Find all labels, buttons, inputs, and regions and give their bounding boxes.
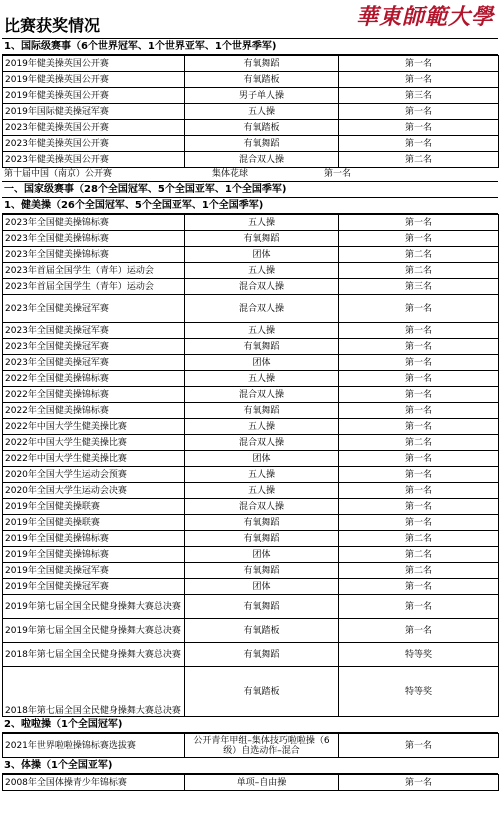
event-name: 混合双人操 bbox=[185, 435, 339, 451]
event-name: 五人操 bbox=[185, 419, 339, 435]
result: 第一名 bbox=[339, 595, 499, 619]
table-row bbox=[3, 579, 499, 595]
result: 第一名 bbox=[339, 619, 499, 643]
competition-name: 2023年健美操英国公开赛 bbox=[3, 136, 185, 152]
competition-name: 2019年全国健美操锦标赛 bbox=[3, 531, 185, 547]
table-row bbox=[3, 279, 499, 295]
table-row bbox=[3, 451, 499, 467]
result: 第一名 bbox=[339, 136, 499, 152]
table-row bbox=[3, 355, 499, 371]
table-row bbox=[3, 643, 499, 667]
competition-name: 2019年健美操英国公开赛 bbox=[3, 72, 185, 88]
competition-name: 2018年第七届全国全民健身操舞大赛总决赛 bbox=[3, 667, 185, 717]
table-row bbox=[3, 56, 499, 72]
competition-name: 2019年国际健美操冠军赛 bbox=[3, 104, 185, 120]
table-row bbox=[3, 136, 499, 152]
competition-name: 2023年全国健美操锦标赛 bbox=[3, 215, 185, 231]
result: 第二名 bbox=[339, 263, 499, 279]
competition-name: 2019年第七届全国全民健身操舞大赛总决赛 bbox=[3, 595, 185, 619]
subsection-heading-gymnastics: 3、体操（1个全国亚军) bbox=[2, 758, 498, 774]
competition-name: 2022年中国大学生健美操比赛 bbox=[3, 419, 185, 435]
table-row bbox=[3, 531, 499, 547]
table-row bbox=[3, 323, 499, 339]
table-row bbox=[3, 619, 499, 643]
competition-name: 2022年全国健美操锦标赛 bbox=[3, 387, 185, 403]
document-page bbox=[2, 0, 498, 791]
event-name: 五人操 bbox=[185, 483, 339, 499]
competition-name: 2020年全国大学生运动会决赛 bbox=[3, 483, 185, 499]
competition-name: 2019年全国健美操冠军赛 bbox=[3, 579, 185, 595]
table-row bbox=[3, 515, 499, 531]
event-name: 有氧踏板 bbox=[185, 120, 339, 136]
awards-table-aerobics bbox=[2, 214, 499, 717]
competition-name: 2008年全国体操青少年锦标赛 bbox=[3, 775, 185, 791]
result: 第一名 bbox=[339, 483, 499, 499]
result: 第一名 bbox=[339, 387, 499, 403]
result: 第一名 bbox=[339, 403, 499, 419]
competition-name: 2019年健美操英国公开赛 bbox=[3, 56, 185, 72]
result: 第二名 bbox=[339, 547, 499, 563]
competition-name: 2022年全国健美操锦标赛 bbox=[3, 371, 185, 387]
table-row bbox=[3, 339, 499, 355]
table-row bbox=[3, 483, 499, 499]
competition-name: 2023年健美操英国公开赛 bbox=[3, 152, 185, 168]
event-name: 有氧踏板 bbox=[185, 72, 339, 88]
competition-name: 第十届中国（南京）公开赛 bbox=[4, 169, 113, 179]
competition-name: 2023年全国健美操锦标赛 bbox=[3, 247, 185, 263]
competition-name: 2019年第七届全国全民健身操舞大赛总决赛 bbox=[3, 619, 185, 643]
result: 第二名 bbox=[339, 152, 499, 168]
result: 第一名 bbox=[339, 120, 499, 136]
event-name: 团体 bbox=[185, 547, 339, 563]
result: 特等奖 bbox=[339, 667, 499, 717]
event-name: 团体 bbox=[185, 451, 339, 467]
table-row bbox=[3, 231, 499, 247]
result: 第一名 bbox=[339, 231, 499, 247]
table-row bbox=[3, 403, 499, 419]
event-name: 有氧舞蹈 bbox=[185, 515, 339, 531]
competition-name: 2019年全国健美操冠军赛 bbox=[3, 563, 185, 579]
table-row bbox=[3, 734, 499, 758]
awards-table-cheerleading bbox=[2, 733, 499, 758]
event-name: 团体 bbox=[185, 355, 339, 371]
table-row bbox=[3, 499, 499, 515]
table-row bbox=[3, 667, 499, 717]
table-row bbox=[3, 563, 499, 579]
event-name: 混合双人操 bbox=[185, 499, 339, 515]
table-row bbox=[3, 467, 499, 483]
event-name: 单项–自由操 bbox=[185, 775, 339, 791]
competition-name: 2020年全国大学生运动会预赛 bbox=[3, 467, 185, 483]
event-name: 有氧舞蹈 bbox=[185, 56, 339, 72]
event-name: 有氧舞蹈 bbox=[185, 595, 339, 619]
result: 第一名 bbox=[339, 467, 499, 483]
competition-name: 2019年全国健美操联赛 bbox=[3, 515, 185, 531]
result: 第二名 bbox=[339, 435, 499, 451]
table-row bbox=[3, 72, 499, 88]
event-name: 有氧舞蹈 bbox=[185, 339, 339, 355]
competition-name: 2018年第七届全国全民健身操舞大赛总决赛 bbox=[3, 643, 185, 667]
result: 第二名 bbox=[339, 531, 499, 547]
event-name: 有氧舞蹈 bbox=[185, 643, 339, 667]
table-row bbox=[3, 152, 499, 168]
event-name: 混合双人操 bbox=[185, 279, 339, 295]
result: 第一名 bbox=[339, 56, 499, 72]
result: 第一名 bbox=[339, 734, 499, 758]
page-title: 比赛获奖情况 bbox=[4, 16, 101, 35]
result: 特等奖 bbox=[339, 643, 499, 667]
competition-name: 2023年健美操英国公开赛 bbox=[3, 120, 185, 136]
competition-name: 2019年全国健美操锦标赛 bbox=[3, 547, 185, 563]
event-name: 集体花球 bbox=[212, 169, 249, 179]
event-name: 五人操 bbox=[185, 104, 339, 120]
award-row-plain bbox=[2, 168, 498, 182]
competition-name: 2023年全国健美操锦标赛 bbox=[3, 231, 185, 247]
result: 第一名 bbox=[339, 72, 499, 88]
table-row bbox=[3, 215, 499, 231]
table-row bbox=[3, 371, 499, 387]
competition-name: 2023年全国健美操冠军赛 bbox=[3, 339, 185, 355]
competition-name: 2023年全国健美操冠军赛 bbox=[3, 323, 185, 339]
result: 第一名 bbox=[339, 339, 499, 355]
result: 第一名 bbox=[339, 451, 499, 467]
subsection-heading-cheerleading: 2、啦啦操（1个全国冠军) bbox=[2, 717, 498, 733]
event-name: 混合双人操 bbox=[185, 387, 339, 403]
table-row bbox=[3, 595, 499, 619]
event-name: 五人操 bbox=[185, 323, 339, 339]
event-name: 五人操 bbox=[185, 263, 339, 279]
result: 第一名 bbox=[339, 323, 499, 339]
table-row bbox=[3, 88, 499, 104]
event-name: 有氧踏板 bbox=[185, 667, 339, 717]
result: 第一名 bbox=[324, 169, 352, 179]
competition-name: 2023年全国健美操冠军赛 bbox=[3, 295, 185, 323]
section-heading-national: 一、国家级赛事（28个全国冠军、5个全国亚军、1个全国季军) bbox=[2, 182, 498, 198]
event-name: 男子单人操 bbox=[185, 88, 339, 104]
result: 第一名 bbox=[339, 355, 499, 371]
table-row bbox=[3, 419, 499, 435]
result: 第一名 bbox=[339, 104, 499, 120]
awards-table-international bbox=[2, 55, 499, 168]
event-name: 混合双人操 bbox=[185, 152, 339, 168]
table-row bbox=[3, 775, 499, 791]
result: 第一名 bbox=[339, 499, 499, 515]
university-logo: 華東師範大學 bbox=[355, 4, 494, 30]
result: 第一名 bbox=[339, 775, 499, 791]
event-name: 有氧舞蹈 bbox=[185, 531, 339, 547]
competition-name: 2022年中国大学生健美操比赛 bbox=[3, 435, 185, 451]
table-row bbox=[3, 547, 499, 563]
table-row bbox=[3, 104, 499, 120]
competition-name: 2022年全国健美操锦标赛 bbox=[3, 403, 185, 419]
table-row bbox=[3, 295, 499, 323]
event-name: 五人操 bbox=[185, 371, 339, 387]
event-name: 有氧舞蹈 bbox=[185, 136, 339, 152]
event-name: 有氧舞蹈 bbox=[185, 563, 339, 579]
result: 第一名 bbox=[339, 579, 499, 595]
event-name: 混合双人操 bbox=[185, 295, 339, 323]
result: 第一名 bbox=[339, 419, 499, 435]
result: 第一名 bbox=[339, 515, 499, 531]
table-row bbox=[3, 387, 499, 403]
event-name: 有氧舞蹈 bbox=[185, 231, 339, 247]
result: 第一名 bbox=[339, 215, 499, 231]
subsection-heading-aerobics: 1、健美操（26个全国冠军、5个全国亚军、1个全国季军) bbox=[2, 198, 498, 214]
event-name: 五人操 bbox=[185, 467, 339, 483]
event-name: 有氧踏板 bbox=[185, 619, 339, 643]
competition-name: 2019年健美操英国公开赛 bbox=[3, 88, 185, 104]
competition-name: 2023年全国健美操冠军赛 bbox=[3, 355, 185, 371]
table-row bbox=[3, 263, 499, 279]
event-name: 团体 bbox=[185, 579, 339, 595]
competition-name: 2023年首届全国学生（青年）运动会 bbox=[3, 263, 185, 279]
competition-name: 2021年世界啦啦操锦标赛选拔赛 bbox=[3, 734, 185, 758]
section-heading-international: 1、国际级赛事（6个世界冠军、1个世界亚军、1个世界季军) bbox=[2, 39, 498, 55]
table-row bbox=[3, 120, 499, 136]
awards-table-gymnastics bbox=[2, 774, 499, 791]
table-row bbox=[3, 435, 499, 451]
page-header bbox=[2, 0, 498, 39]
event-name: 公开青年甲组–集体技巧啦啦操（6级）自选动作–混合 bbox=[185, 734, 339, 758]
event-name: 五人操 bbox=[185, 215, 339, 231]
event-name: 团体 bbox=[185, 247, 339, 263]
result: 第三名 bbox=[339, 88, 499, 104]
competition-name: 2019年全国健美操联赛 bbox=[3, 499, 185, 515]
event-name: 有氧舞蹈 bbox=[185, 403, 339, 419]
result: 第二名 bbox=[339, 563, 499, 579]
competition-name: 2022年中国大学生健美操比赛 bbox=[3, 451, 185, 467]
result: 第一名 bbox=[339, 295, 499, 323]
result: 第二名 bbox=[339, 247, 499, 263]
table-row bbox=[3, 247, 499, 263]
result: 第一名 bbox=[339, 371, 499, 387]
competition-name: 2023年首届全国学生（青年）运动会 bbox=[3, 279, 185, 295]
result: 第三名 bbox=[339, 279, 499, 295]
